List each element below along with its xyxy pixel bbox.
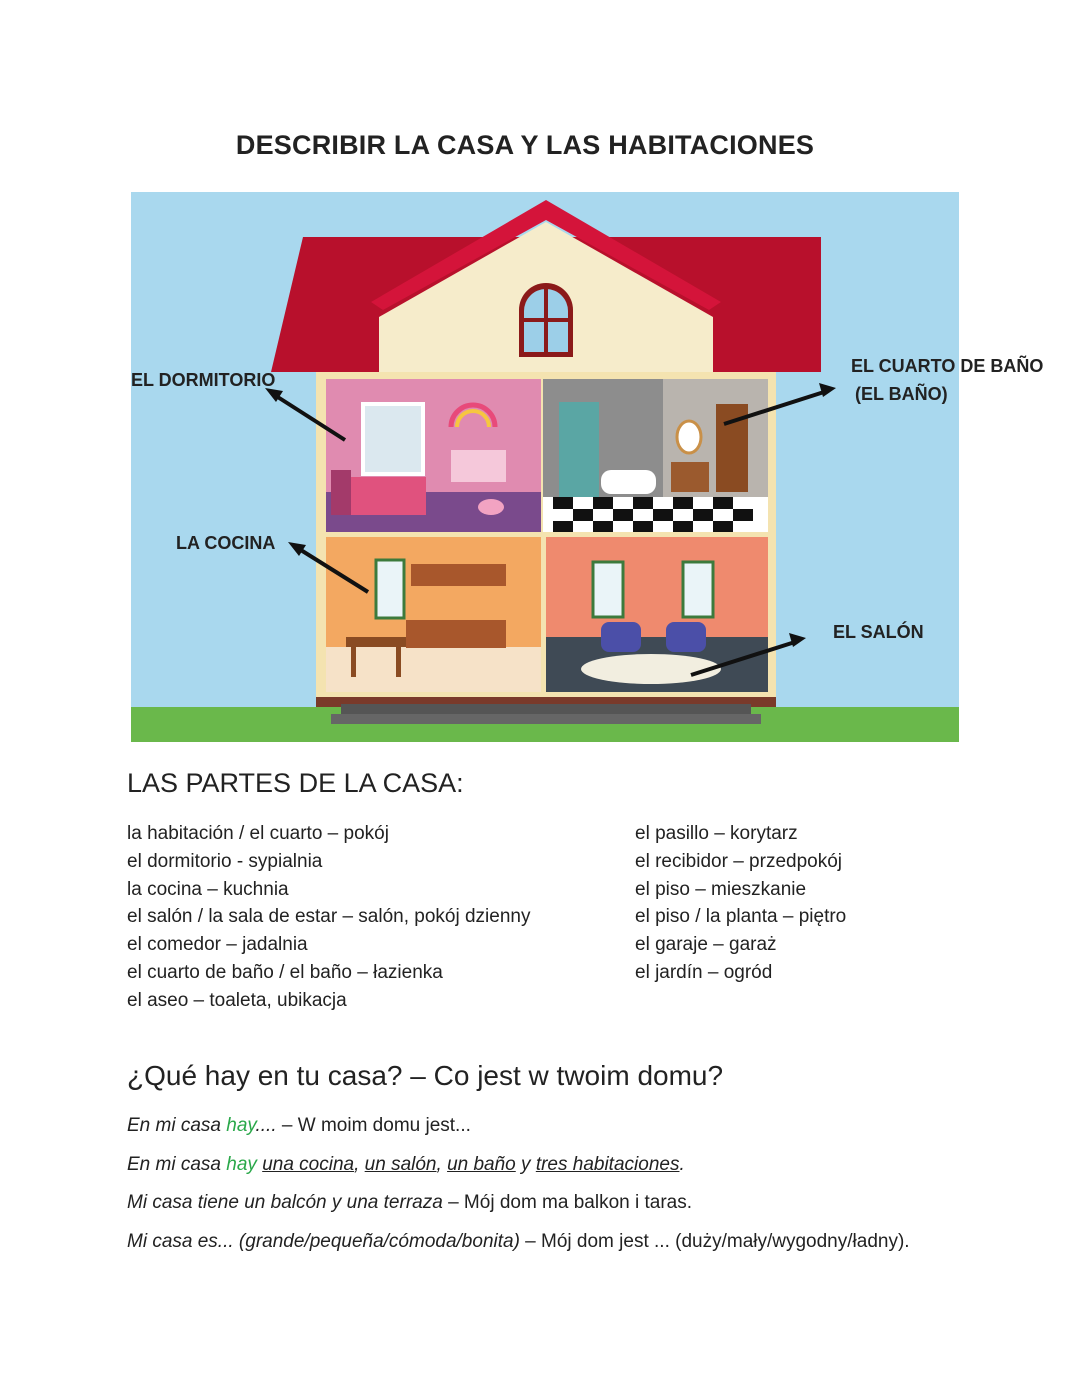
section-title: LAS PARTES DE LA CASA: xyxy=(127,768,464,798)
ex2-w1: una cocina xyxy=(262,1154,355,1175)
label-bano-line2: (EL BAÑO) xyxy=(855,384,948,404)
ex3-pl: – Mój dom ma balkon i taras. xyxy=(442,1192,693,1213)
ex1-pl: – W moim domu jest... xyxy=(276,1115,471,1136)
example-4 xyxy=(127,1231,910,1253)
question-heading: ¿Qué hay en tu casa? – Co jest w twoim domu? xyxy=(127,1060,724,1091)
label-salon: EL SALÓN xyxy=(833,622,924,642)
list-item: el jardín – ogród xyxy=(635,961,773,983)
ex2-y: y xyxy=(515,1154,536,1175)
ex4-es: Mi casa es... (grande/pequeña/cómoda/bonita) xyxy=(127,1231,520,1252)
ex3-es: Mi casa tiene un balcón y una terraza xyxy=(127,1192,443,1213)
ex2-w4: tres habitaciones xyxy=(535,1154,680,1175)
list-item: el dormitorio - sypialnia xyxy=(127,850,323,872)
example-3 xyxy=(127,1192,692,1214)
list-item: el comedor – jadalnia xyxy=(127,934,308,956)
example-1 xyxy=(127,1115,471,1137)
ex4-pl: – Mój dom jest ... (duży/mały/wygodny/ładny). xyxy=(519,1231,910,1252)
page-title: DESCRIBIR LA CASA Y LAS HABITACIONES xyxy=(235,130,815,160)
label-bano-line1: EL CUARTO DE BAÑO xyxy=(851,356,1044,376)
list-item: el cuarto de baño / el baño – łazienka xyxy=(127,961,443,983)
attic-window-icon xyxy=(519,283,573,357)
ex2-w3: un baño xyxy=(447,1154,516,1175)
list-item: el piso – mieszkanie xyxy=(635,878,807,900)
checker-floor xyxy=(543,497,768,532)
example-2 xyxy=(127,1154,685,1176)
ex1-es: En mi casa xyxy=(127,1115,227,1136)
ex2-end: . xyxy=(679,1154,685,1175)
ex1-dots: .... xyxy=(255,1115,277,1136)
vocab-left-list xyxy=(127,820,530,1015)
list-item: la cocina – kuchnia xyxy=(127,878,289,900)
list-item: el salón / la sala de estar – salón, pokój dzienny xyxy=(127,906,531,928)
list-item: el pasillo – korytarz xyxy=(635,823,798,844)
house-illustration xyxy=(131,192,959,742)
ex2-c1: , xyxy=(354,1154,365,1175)
ex2-a: En mi casa xyxy=(127,1154,227,1175)
vocab-right-list xyxy=(635,820,846,987)
ex2-hay: hay xyxy=(226,1154,257,1175)
label-dormitorio: EL DORMITORIO xyxy=(131,370,276,390)
ex1-hay: hay xyxy=(226,1115,256,1136)
list-item: el recibidor – przedpokój xyxy=(635,850,843,872)
list-item: el aseo – toaleta, ubikacja xyxy=(127,989,347,1011)
list-item: la habitación / el cuarto – pokój xyxy=(127,823,389,844)
ex2-c2: , xyxy=(436,1154,448,1175)
list-item: el piso / la planta – piętro xyxy=(635,906,847,928)
list-item: el garaje – garaż xyxy=(635,934,777,956)
label-cocina: LA COCINA xyxy=(176,533,276,553)
ex2-w2: un salón xyxy=(364,1154,437,1175)
